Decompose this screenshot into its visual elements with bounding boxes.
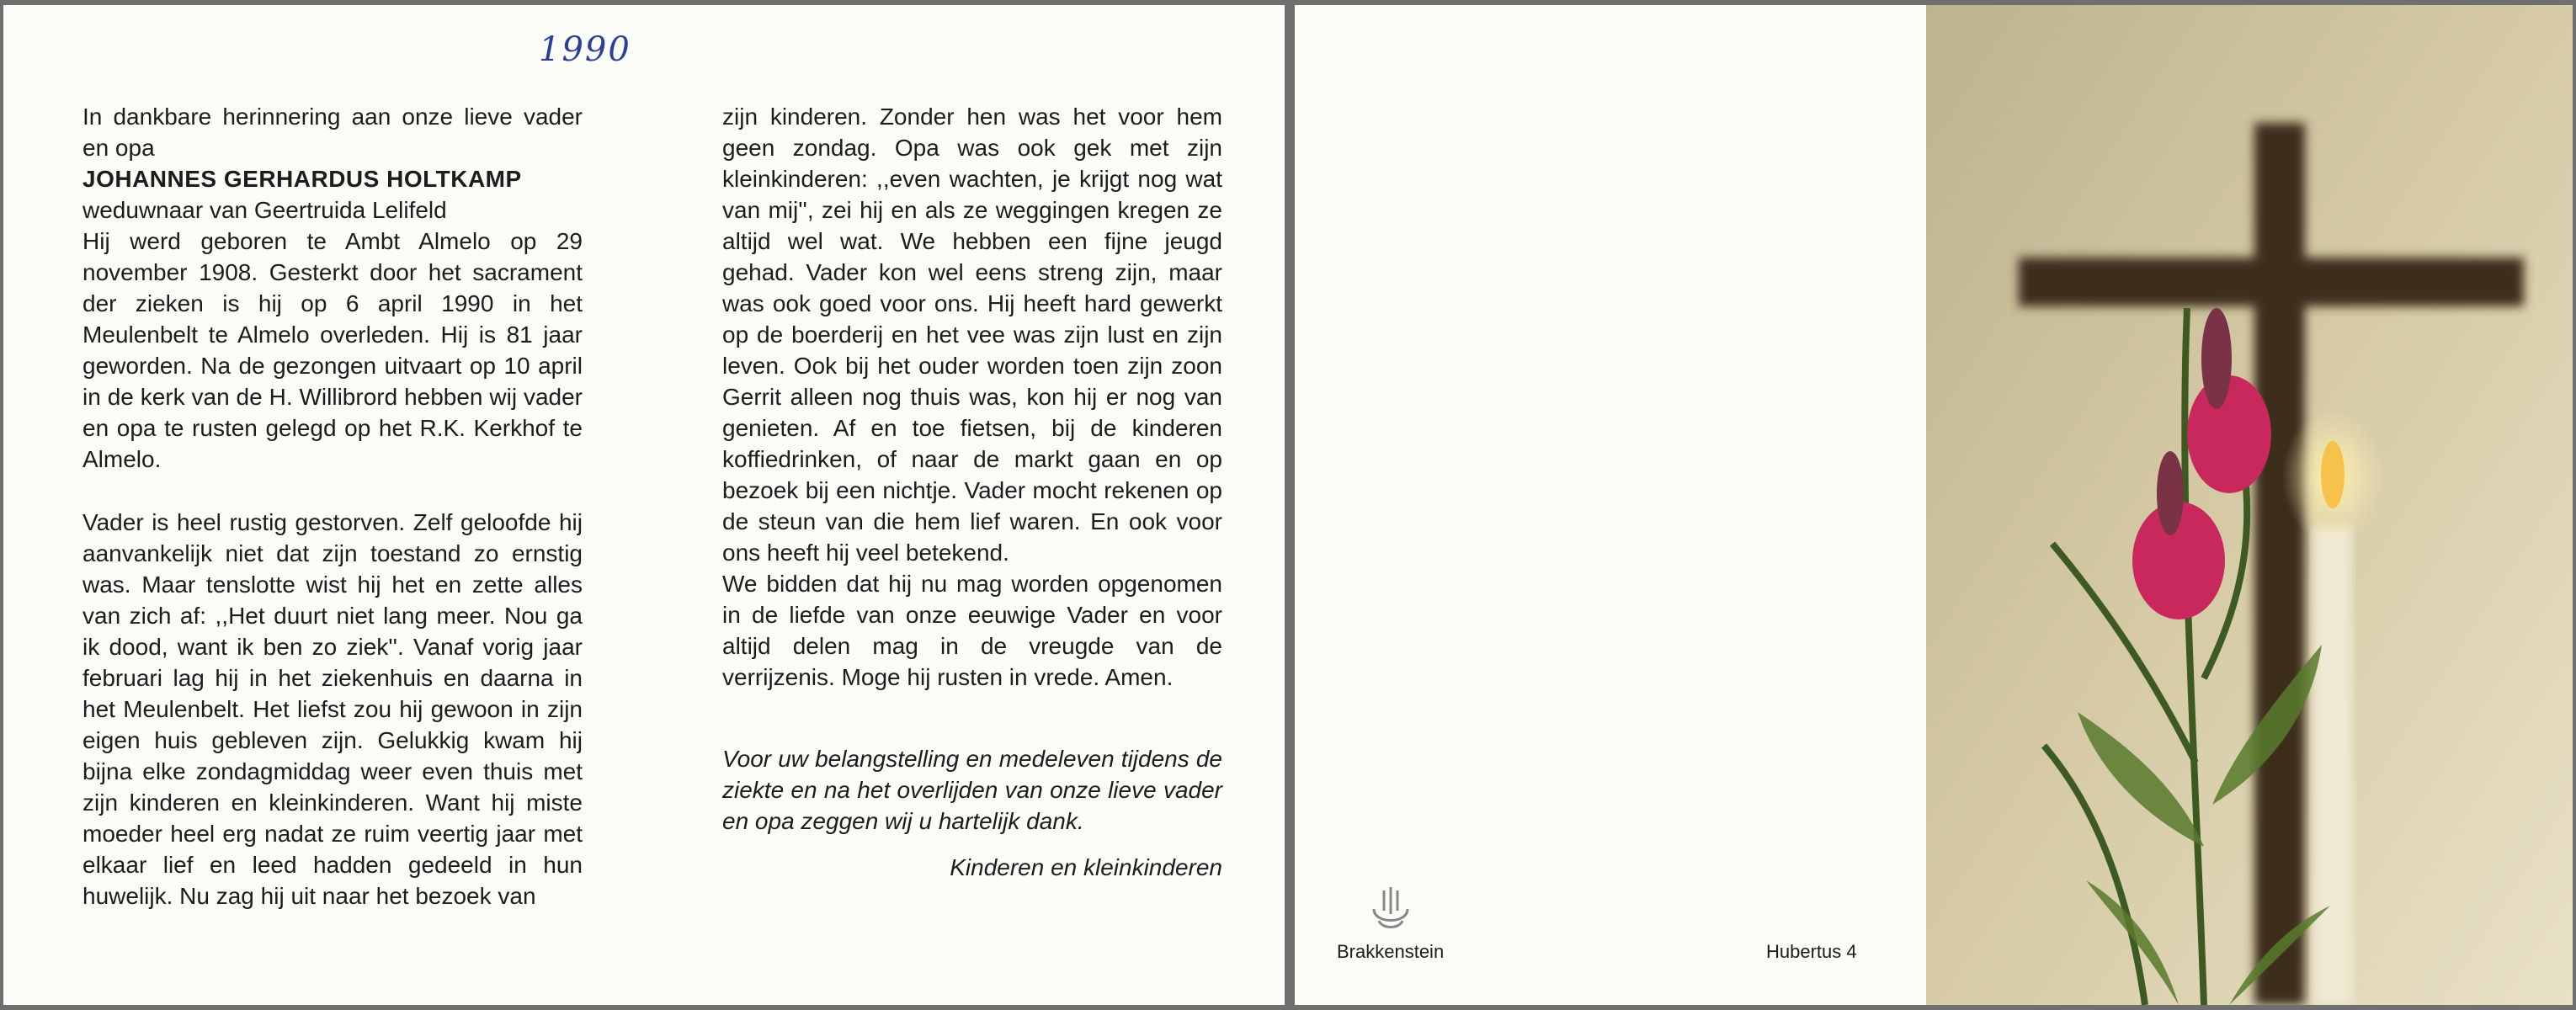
deceased-name: JOHANNES GERHARDUS HOLTKAMP xyxy=(82,166,522,192)
biography-paragraph: Hij werd geboren te Ambt Almelo op 29 november 1908. Gesterkt door het sacrament der zieken is hij op 6 april 1990 in het Meulenbelt te Almelo overleden. Hij is 81 jaar geworden. Na de gezongen uitvaart op 10 april in de kerk van de H. Willibrord hebben wij vader en opa te rusten gelegd op het R.K. Kerkhof te Almelo. xyxy=(82,228,583,472)
series-label: Hubertus 4 xyxy=(1766,941,1857,962)
memorial-card-inside xyxy=(3,5,1285,1005)
prayer-paragraph: We bidden dat hij nu mag worden opgenomen in de liefde van onze eeuwige Vader en voor altijd delen mag in de vreugde van de verrijzenis. Moge hij rusten in vrede. Amen. xyxy=(722,571,1222,690)
intro-line: In dankbare herinnering aan onze lieve vader en opa xyxy=(82,104,583,161)
cross-flower-candle-photo xyxy=(1926,5,2573,1005)
publisher-name: Brakkenstein xyxy=(1337,941,1445,962)
right-text-column xyxy=(722,101,1222,883)
publisher-mark xyxy=(1337,885,1444,963)
signature: Kinderen en kleinkinderen xyxy=(950,854,1222,880)
handwritten-year: 1990 xyxy=(539,30,631,69)
memorial-card-back xyxy=(1295,5,2573,1005)
family-paragraph: zijn kinderen. Zonder hen was het voor hem geen zondag. Opa was ook gek met zijn kleinkinderen: ,,even wachten, je krijgt nog wat van mij'', zei hij en als ze weggingen kregen ze altijd wel wat. We hebben een fijne jeugd gehad. Vader kon wel eens streng zijn, maar was ook goed voor ons. Hij heeft hard gewerkt op de boerderij en het vee was zijn lust en zijn leven. Ook bij het ouder worden toen zijn zoon Gerrit alleen nog thuis was, kon hij er nog van genieten. Af en toe fietsen, bij de kinderen koffiedrinken, of naar de markt gaan en op bezoek bij een nichtje. Vader mocht rekenen op de steun van die hem lief waren. En ook voor ons heeft hij veel betekend. xyxy=(722,104,1222,566)
passing-paragraph: Vader is heel rustig gestorven. Zelf geloofde hij aanvankelijk niet dat zijn toestand zo ernstig was. Maar tenslotte wist hij het en zette alles van zich af: ,,Het duurt niet lang meer. Nou ga ik dood, want ik ben zo ziek''. Vanaf vorig jaar februari lag hij in het ziekenhuis en daarna in het Meulenbelt. Het liefst zou hij gewoon in zijn eigen huis gebleven zijn. Gelukkig kwam hij bijna elke zondagmiddag weer even thuis met zijn kinderen en kleinkinderen. Want hij miste moeder heel erg nadat ze ruim veertig jaar met elkaar lief en leed hadden gedeeld in hun huwelijk. Nu zag hij uit naar het bezoek van xyxy=(82,509,583,909)
thanks-note: Voor uw belangstelling en medeleven tijdens de ziekte en na het overlijden van onze lieve vader en opa zeggen wij u hartelijk dank. xyxy=(722,746,1222,834)
publisher-logo-icon xyxy=(1365,885,1416,933)
left-text-column xyxy=(82,101,583,912)
widower-line: weduwnaar van Geertruida Lelifeld xyxy=(82,197,447,223)
